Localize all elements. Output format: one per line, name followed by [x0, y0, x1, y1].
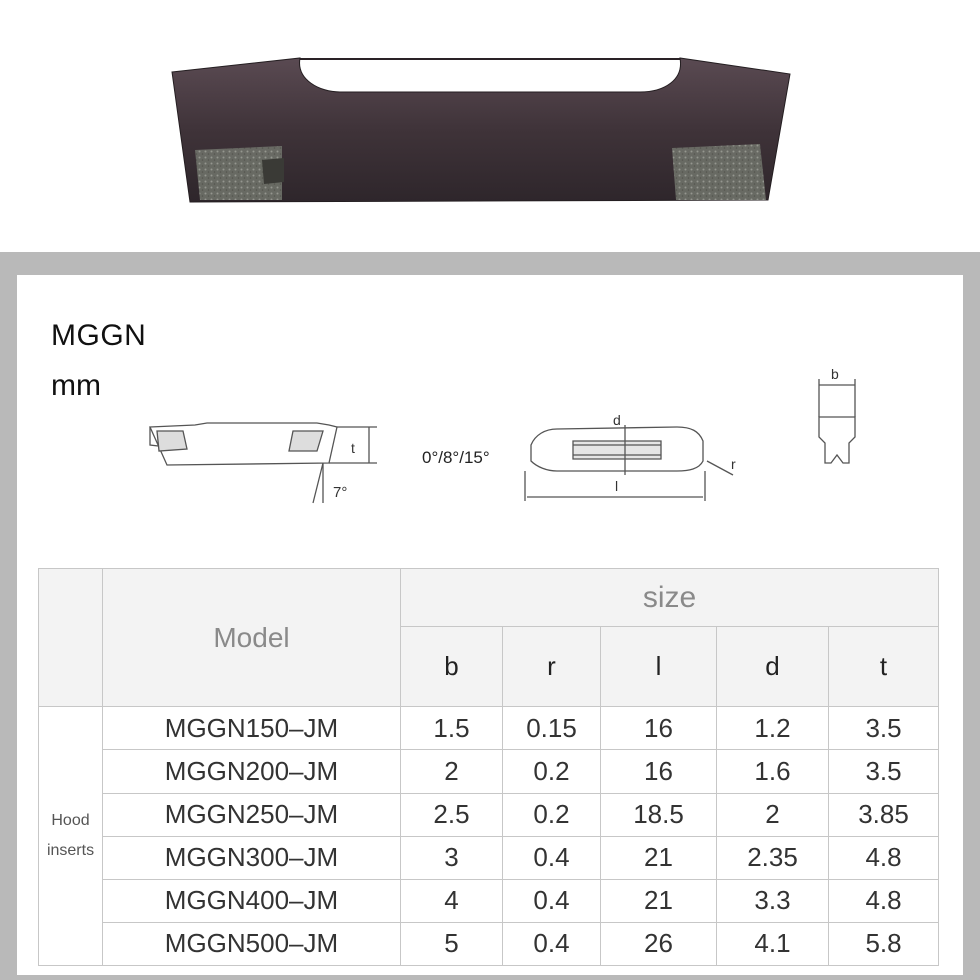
- relief-angle-label: 7°: [333, 484, 348, 501]
- end-view-drawing: [819, 379, 855, 463]
- value-cell-r: 0.2: [503, 793, 601, 836]
- value-cell-b: 2: [401, 750, 503, 793]
- value-cell-b: 1.5: [401, 707, 503, 750]
- value-cell-l: 26: [601, 922, 717, 965]
- technical-drawing: [17, 275, 963, 545]
- value-cell-t: 3.5: [829, 750, 939, 793]
- value-cell-r: 0.4: [503, 836, 601, 879]
- model-cell: MGGN250–JM: [103, 793, 401, 836]
- value-cell-r: 0.15: [503, 707, 601, 750]
- table-row: [39, 836, 939, 879]
- insert-photo-illustration: [0, 0, 980, 252]
- value-cell-r: 0.4: [503, 879, 601, 922]
- value-cell-t: 3.85: [829, 793, 939, 836]
- value-cell-d: 1.6: [717, 750, 829, 793]
- column-header-b: b: [401, 627, 503, 707]
- value-cell-b: 4: [401, 879, 503, 922]
- table-row: [39, 707, 939, 750]
- value-cell-t: 4.8: [829, 836, 939, 879]
- model-cell: MGGN400–JM: [103, 879, 401, 922]
- table-row: [39, 922, 939, 965]
- spec-table: [38, 568, 939, 966]
- d-dimension-label: d: [613, 412, 621, 428]
- value-cell-t: 5.8: [829, 922, 939, 965]
- top-view-drawing: [525, 425, 733, 501]
- clearance-angle-label: 0°/8°/15°: [422, 448, 490, 467]
- value-cell-l: 16: [601, 707, 717, 750]
- table-row: [39, 879, 939, 922]
- value-cell-t: 4.8: [829, 879, 939, 922]
- value-cell-b: 5: [401, 922, 503, 965]
- column-header-r: r: [503, 627, 601, 707]
- model-cell: MGGN200–JM: [103, 750, 401, 793]
- value-cell-d: 2: [717, 793, 829, 836]
- corner-header-cell: [39, 569, 103, 707]
- model-cell: MGGN500–JM: [103, 922, 401, 965]
- b-dimension-label: b: [831, 366, 839, 382]
- value-cell-l: 21: [601, 879, 717, 922]
- value-cell-d: 4.1: [717, 922, 829, 965]
- value-cell-l: 18.5: [601, 793, 717, 836]
- r-dimension-label: r: [731, 456, 736, 472]
- column-header-d: d: [717, 627, 829, 707]
- value-cell-t: 3.5: [829, 707, 939, 750]
- category-cell: Hood inserts: [39, 707, 103, 966]
- model-cell: MGGN150–JM: [103, 707, 401, 750]
- t-dimension-label: t: [351, 440, 355, 456]
- product-title: MGGN: [51, 319, 147, 352]
- value-cell-r: 0.2: [503, 750, 601, 793]
- size-group-header: size: [401, 569, 939, 627]
- model-column-header: Model: [103, 569, 401, 707]
- l-dimension-label: l: [615, 478, 619, 494]
- value-cell-b: 3: [401, 836, 503, 879]
- spec-panel: [0, 252, 980, 980]
- value-cell-d: 1.2: [717, 707, 829, 750]
- value-cell-d: 2.35: [717, 836, 829, 879]
- product-photo: [0, 0, 980, 252]
- model-cell: MGGN300–JM: [103, 836, 401, 879]
- value-cell-b: 2.5: [401, 793, 503, 836]
- table-row: [39, 750, 939, 793]
- spec-sheet: [17, 275, 963, 975]
- value-cell-l: 21: [601, 836, 717, 879]
- column-header-l: l: [601, 627, 717, 707]
- unit-label: mm: [51, 369, 101, 402]
- value-cell-r: 0.4: [503, 922, 601, 965]
- table-row: [39, 793, 939, 836]
- value-cell-d: 3.3: [717, 879, 829, 922]
- column-header-t: t: [829, 627, 939, 707]
- value-cell-l: 16: [601, 750, 717, 793]
